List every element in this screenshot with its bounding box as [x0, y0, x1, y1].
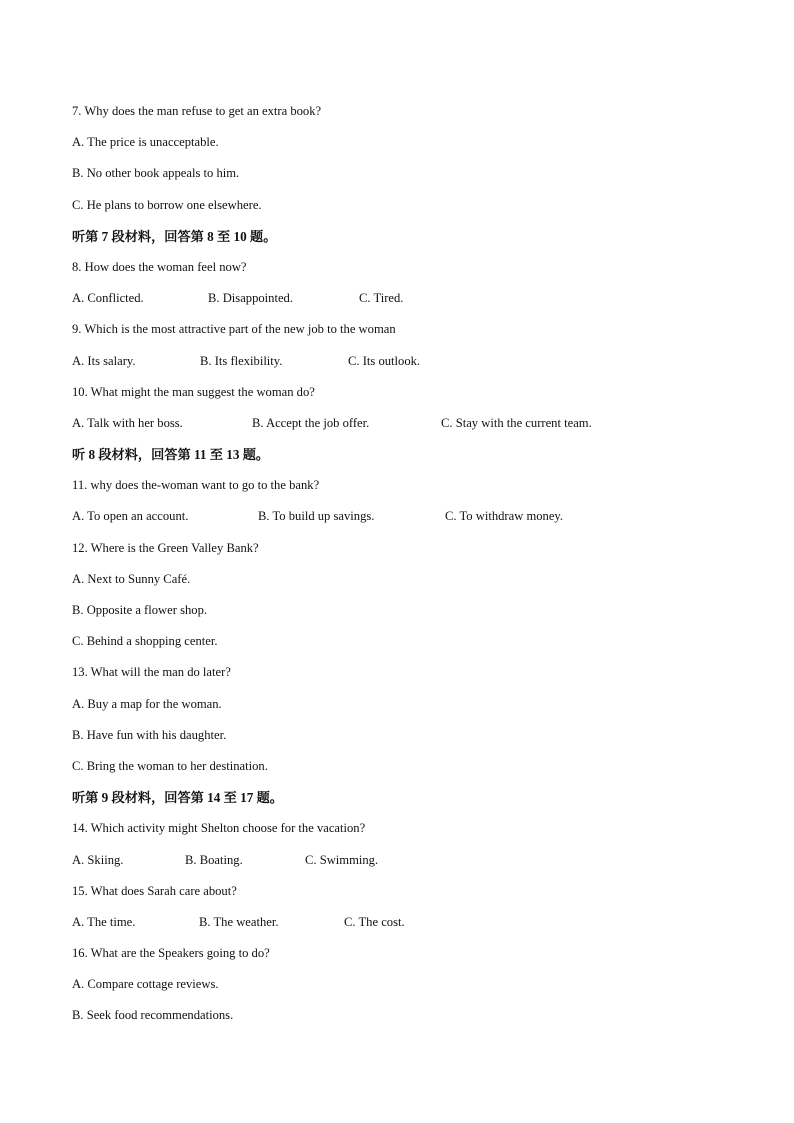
question-7-option-c: C. He plans to borrow one elsewhere.	[72, 197, 262, 212]
question-12-stem: 12. Where is the Green Valley Bank?	[72, 540, 259, 555]
question-10-options	[72, 408, 722, 439]
question-11-stem: 11. why does the-woman want to go to the bank?	[72, 478, 320, 493]
question-11-option-c: C. To withdraw money.	[445, 509, 564, 524]
question-7-stem: 7. Why does the man refuse to get an extra book?	[72, 104, 322, 118]
section-heading-9: 听第 9 段材料，回答第 14 至 17 题。	[72, 790, 283, 806]
question-15-option-b: B. The weather.	[199, 914, 279, 929]
question-12-option-c: C. Behind a shopping center.	[72, 634, 218, 649]
section-heading-7: 听第 7 段材料，回答第 8 至 10 题。	[72, 228, 277, 244]
question-9-option-b: B. Its flexibility.	[200, 353, 283, 368]
question-9-option-a: A. Its salary.	[72, 353, 136, 368]
question-10-stem: 10. What might the man suggest the woman do?	[72, 384, 315, 399]
question-14-option-b: B. Boating.	[185, 852, 243, 867]
question-8-option-a: A. Conflicted.	[72, 291, 144, 306]
question-11-options	[72, 501, 722, 532]
question-13-option-b: B. Have fun with his daughter.	[72, 727, 227, 742]
question-16-option-b: B. Seek food recommendations.	[72, 1008, 234, 1023]
question-7-option-b: B. No other book appeals to him.	[72, 166, 240, 181]
question-8-option-b: B. Disappointed.	[208, 291, 294, 306]
question-8-option-c: C. Tired.	[359, 291, 404, 306]
question-15-option-c: C. The cost.	[344, 914, 405, 929]
section-heading-8: 听 8 段材料，回答第 11 至 13 题。	[72, 447, 270, 463]
question-13-option-c: C. Bring the woman to her destination.	[72, 758, 268, 773]
question-9-options	[72, 346, 722, 377]
question-12-option-a: A. Next to Sunny Café.	[72, 571, 191, 586]
question-16-option-a: A. Compare cottage reviews.	[72, 977, 219, 992]
question-11-option-b: B. To build up savings.	[258, 509, 375, 524]
question-14-options	[72, 845, 722, 876]
question-13-stem: 13. What will the man do later?	[72, 665, 231, 680]
question-8-options	[72, 283, 722, 314]
question-10-option-c: C. Stay with the current team.	[441, 415, 592, 430]
question-15-options	[72, 907, 722, 938]
question-10-option-a: A. Talk with her boss.	[72, 415, 183, 430]
question-16-stem: 16. What are the Speakers going to do?	[72, 946, 270, 961]
question-15-option-a: A. The time.	[72, 914, 136, 929]
question-8-stem: 8. How does the woman feel now?	[72, 259, 247, 274]
exam-page	[72, 96, 722, 1032]
question-9-stem: 9. Which is the most attractive part of the new job to the woman	[72, 322, 396, 337]
question-14-stem: 14. Which activity might Shelton choose for the vacation?	[72, 821, 366, 836]
question-10-option-b: B. Accept the job offer.	[252, 415, 370, 430]
question-7-option-a: A. The price is unacceptable.	[72, 135, 219, 150]
question-11-option-a: A. To open an account.	[72, 509, 189, 524]
question-14-option-c: C. Swimming.	[305, 852, 379, 867]
question-14-option-a: A. Skiing.	[72, 852, 124, 867]
question-9-option-c: C. Its outlook.	[348, 353, 421, 368]
question-13-option-a: A. Buy a map for the woman.	[72, 696, 222, 711]
question-15-stem: 15. What does Sarah care about?	[72, 883, 237, 898]
question-12-option-b: B. Opposite a flower shop.	[72, 603, 208, 617]
